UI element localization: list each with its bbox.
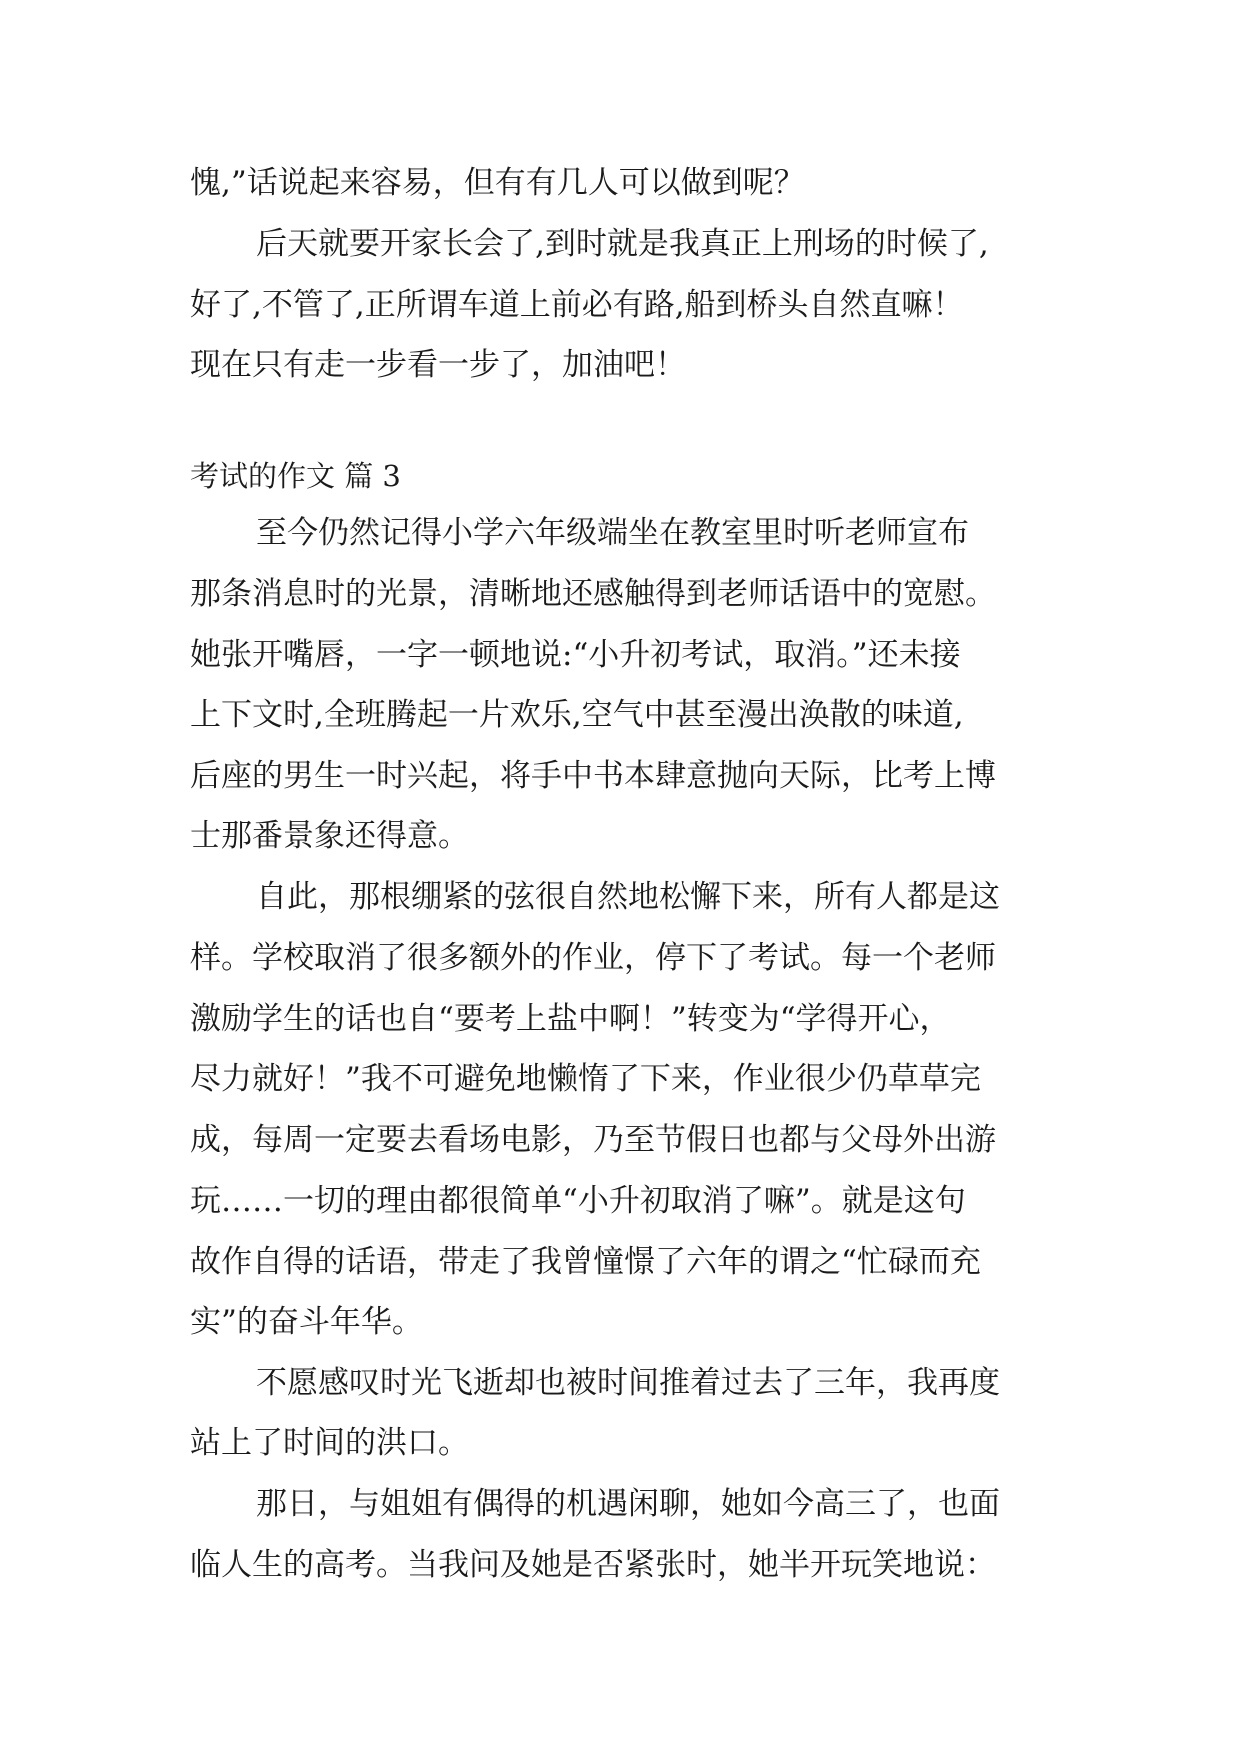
text-line: 自此，那根绷紧的弦很自然地松懈下来，所有人都是这: [256, 879, 1000, 915]
text-line: 愧,”话说起来容易，但有有几人可以做到呢？: [190, 165, 805, 201]
text-line: 好了,不管了,正所谓车道上前必有路,船到桥头自然直嘛！: [190, 287, 964, 323]
text-line: 现在只有走一步看一步了，加油吧！: [190, 347, 686, 383]
text-line: 样。学校取消了很多额外的作业，停下了考试。每一个老师: [190, 940, 996, 976]
text-line: 后座的男生一时兴起，将手中书本肆意抛向天际，比考上博: [190, 758, 996, 794]
text-line: 站上了时间的洪口。: [190, 1425, 469, 1461]
text-line: 那日，与姐姐有偶得的机遇闲聊，她如今高三了，也面: [256, 1486, 1000, 1522]
text-line: 故作自得的话语，带走了我曾憧憬了六年的谓之“忙碌而充: [190, 1244, 981, 1280]
text-line: 至今仍然记得小学六年级端坐在教室里时听老师宣布: [256, 515, 969, 551]
text-line: 玩……一切的理由都很简单“小升初取消了嘛”。就是这句: [190, 1183, 966, 1219]
section-heading: 考试的作文 篇 3: [190, 459, 401, 493]
text-line: 那条消息时的光景，清晰地还感触得到老师话语中的宽慰。: [190, 576, 996, 612]
text-line: 后天就要开家长会了,到时就是我真正上刑场的时候了,: [256, 226, 989, 262]
text-line: 士那番景象还得意。: [190, 818, 469, 854]
text-line: 成，每周一定要去看场电影，乃至节假日也都与父母外出游: [190, 1122, 996, 1158]
text-line: 上下文时,全班腾起一片欢乐,空气中甚至漫出涣散的味道,: [190, 697, 964, 733]
text-line: 实”的奋斗年华。: [190, 1304, 423, 1340]
text-line: 不愿感叹时光飞逝却也被时间推着过去了三年，我再度: [256, 1365, 1000, 1401]
text-line: 激励学生的话也自“要考上盐中啊！”转变为“学得开心，: [190, 1001, 951, 1037]
text-line: 临人生的高考。当我问及她是否紧张时，她半开玩笑地说：: [190, 1547, 996, 1583]
text-line: 她张开嘴唇，一字一顿地说:“小升初考试，取消。”还未接: [190, 637, 961, 673]
text-line: 尽力就好！”我不可避免地懒惰了下来，作业很少仍草草完: [190, 1061, 981, 1097]
